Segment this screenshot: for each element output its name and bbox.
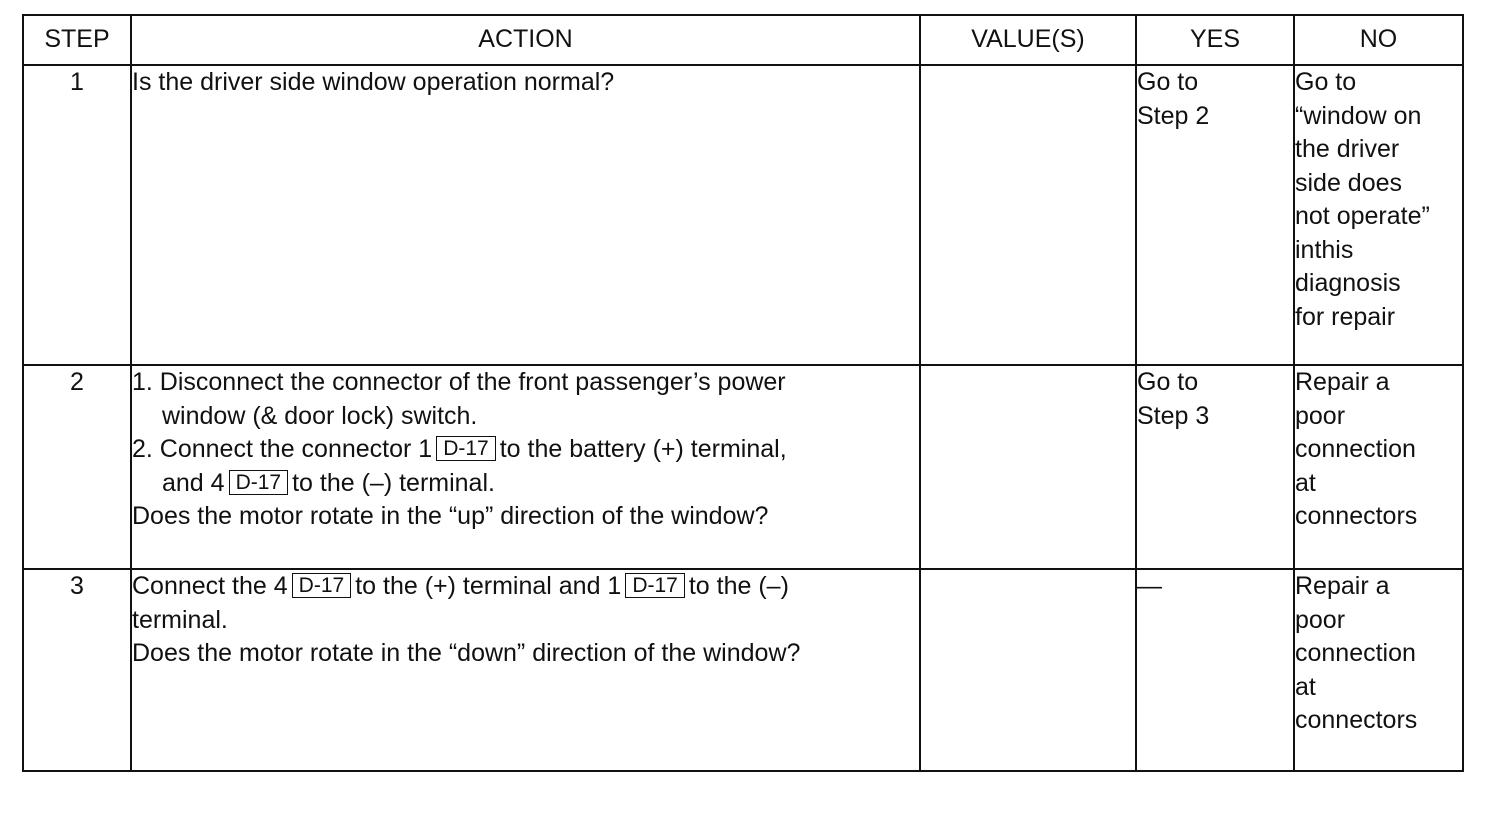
header-no: NO xyxy=(1294,15,1463,65)
no-text: for repair xyxy=(1295,302,1396,331)
no-text: at xyxy=(1295,672,1316,701)
header-row xyxy=(23,15,1463,65)
yes-cell xyxy=(1136,65,1294,365)
step-number: 1 xyxy=(23,65,131,365)
action-text: window (& door lock) switch. xyxy=(162,401,478,430)
connector-label: D-17 xyxy=(625,573,685,598)
no-cell xyxy=(1294,365,1463,569)
yes-text: Step 3 xyxy=(1137,401,1210,430)
action-text: Connect the 4 xyxy=(132,572,288,600)
no-text: the driver xyxy=(1295,135,1400,163)
action-line xyxy=(132,570,919,604)
action-cell xyxy=(131,569,920,771)
no-text: poor xyxy=(1295,605,1346,634)
step-number: 3 xyxy=(23,569,131,771)
table-row xyxy=(23,569,1463,771)
action-line xyxy=(132,433,919,467)
no-text: Repair a xyxy=(1295,368,1390,396)
no-cell xyxy=(1294,65,1463,365)
yes-cell xyxy=(1136,365,1294,569)
no-text: Go to xyxy=(1295,68,1357,96)
action-question: Does the motor rotate in the “up” direction of the window? xyxy=(132,502,769,530)
no-text: poor xyxy=(1295,401,1346,430)
header-action: ACTION xyxy=(131,15,920,65)
yes-cell xyxy=(1136,569,1294,771)
values-cell xyxy=(920,65,1136,365)
yes-text: Go to xyxy=(1137,68,1199,96)
action-text: to the battery (+) terminal, xyxy=(499,435,787,463)
action-text: terminal. xyxy=(132,605,228,634)
action-text: to the (–) xyxy=(688,572,789,600)
connector-label: D-17 xyxy=(229,470,289,495)
no-text: diagnosis xyxy=(1295,269,1401,297)
no-text: “window on xyxy=(1295,101,1422,130)
action-cell xyxy=(131,65,920,365)
header-yes: YES xyxy=(1136,15,1294,65)
action-text: 1. Disconnect the connector of the front passenger’s power xyxy=(132,368,786,396)
no-text: not operate” xyxy=(1295,202,1430,230)
no-text: at xyxy=(1295,468,1316,497)
header-values: VALUE(S) xyxy=(920,15,1136,65)
table-row xyxy=(23,65,1463,365)
connector-label: D-17 xyxy=(292,573,352,598)
yes-dash: — xyxy=(1137,572,1162,600)
no-text: inthis xyxy=(1295,235,1354,264)
no-text: connection xyxy=(1295,435,1416,463)
action-text: Is the driver side window operation normal? xyxy=(132,68,615,96)
no-cell xyxy=(1294,569,1463,771)
header-step: STEP xyxy=(23,15,131,65)
action-text: to the (–) terminal. xyxy=(292,468,495,497)
action-text: to the (+) terminal and 1 xyxy=(355,572,622,600)
no-text: connectors xyxy=(1295,502,1418,530)
action-question: Does the motor rotate in the “down” direction of the window? xyxy=(132,639,801,667)
connector-label: D-17 xyxy=(436,436,496,461)
no-text: connection xyxy=(1295,639,1416,667)
action-line xyxy=(132,467,919,501)
diagnosis-table xyxy=(22,14,1464,772)
yes-text: Go to xyxy=(1137,368,1199,396)
no-text: Repair a xyxy=(1295,572,1390,600)
no-text: connectors xyxy=(1295,706,1418,734)
action-cell xyxy=(131,365,920,569)
table-row xyxy=(23,365,1463,569)
action-text: and 4 xyxy=(162,468,225,497)
yes-text: Step 2 xyxy=(1137,101,1210,130)
values-cell xyxy=(920,365,1136,569)
values-cell xyxy=(920,569,1136,771)
step-number: 2 xyxy=(23,365,131,569)
no-text: side does xyxy=(1295,168,1403,197)
action-text: 2. Connect the connector 1 xyxy=(132,435,433,463)
